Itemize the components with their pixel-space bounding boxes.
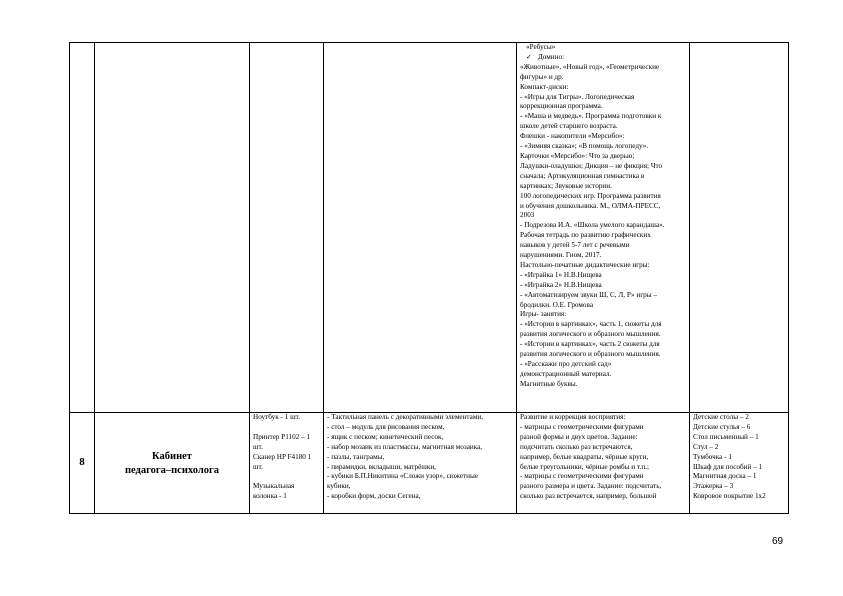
cell-materials [517, 413, 690, 514]
text-line: шт. [253, 462, 263, 471]
text-line: Компакт-диски: [520, 82, 569, 91]
text-line: - матрицы с геометрическими фигурами [520, 472, 644, 481]
text-line: Детские столы – 2 [693, 413, 749, 421]
cell-aids [324, 43, 517, 413]
text-line [253, 472, 320, 482]
text-line: - «Истории в картинках», часть 2 сюжеты для [520, 340, 660, 349]
text-line: развития логического и образного мышления. [520, 330, 661, 339]
text-line: сначала; Артикуляционная гимнастика в [520, 171, 645, 180]
text-line: - матрицы с геометрическими фигурами [520, 422, 644, 431]
text-line: Рабочая тетрадь по развитию графических [520, 231, 651, 240]
text-line: бродилки. О.Е. Громова [520, 300, 594, 309]
text-line: Карточки «Мерсибо»: Что за дверью; [520, 151, 635, 160]
text-line: Принтер P1102 – 1 [253, 432, 311, 441]
text-line: нарушениями. Гном, 2017. [520, 251, 602, 260]
text-line: картинках; Звуковые истории. [520, 181, 612, 190]
text-line: развития логического и образного мышления. [520, 350, 661, 359]
cell-furniture [690, 43, 789, 413]
text-line: - коробки форм, доски Сегена, [327, 492, 421, 501]
text-line: - «Истории в картинках», часть 1, сюжеты для [520, 320, 662, 329]
text-line: - Подрезова И.А. «Школа умелого карандаша». [520, 221, 665, 230]
text-line: - Тактильная панель с декоративными элементами, [327, 413, 484, 421]
text-line: фигуры» и др. [520, 72, 564, 81]
text-line: Тумбочка - 1 [693, 452, 732, 461]
cell-materials [517, 43, 690, 413]
text-line: 2003 [520, 211, 535, 220]
text-line: Ладушки-оладушки; Дикция – не фикция; Что [520, 161, 663, 170]
text-line: коррекционная программа. [520, 102, 603, 111]
text-line: например, белые квадраты, чёрные круги, [520, 452, 649, 461]
text-line: Музыкальная [253, 482, 295, 491]
text-line: «Ребусы» [526, 43, 556, 51]
text-line: подсчитать сколько раз встречаются, [520, 442, 633, 451]
room-name [95, 413, 250, 514]
text-line: разного размера и цвета. Задание: подсчитать, [520, 482, 662, 491]
table-row [70, 43, 789, 413]
text-line: - пирамидки, вкладыши, матрёшки, [327, 462, 436, 471]
cell-furniture [690, 413, 789, 514]
text-line: - «Маша и медведь». Программа подготовки к [520, 112, 662, 121]
text-line: демонстрационный материал. [520, 369, 612, 378]
text-line: - «Играйка 1» Н.В.Нищева [520, 270, 602, 279]
text-line: шт. [253, 442, 263, 451]
text-line: школе детей старшего возраста. [520, 122, 618, 131]
text-line: - «Играйка 2» Н.В.Нищева [520, 280, 602, 289]
text-line: - набор мозаик из пластмассы, магнитная мозаика, [327, 442, 483, 451]
cell-equipment [250, 413, 324, 514]
text-line: Игры- занятия: [520, 310, 567, 319]
text-line: Этажерка – 3 [693, 482, 734, 491]
text-line: - «Игры для Тигры». Логопедическая [520, 92, 635, 101]
text-line: Ковровое покрытие 1х2 [693, 492, 766, 501]
cell-number [70, 43, 95, 413]
text-line: Сканер HP F4180 1 [253, 452, 312, 461]
text-line: кубики, [327, 482, 351, 491]
room-name-line: Кабинет [152, 450, 192, 462]
text-line: навыков у детей 5-7 лет с речевыми [520, 241, 630, 250]
text-line: белые треугольники, чёрные ромбы и т.п.; [520, 462, 649, 471]
text-line: - «Автоматизируем звуки Ш, С, Л, Р» игры – [520, 290, 657, 299]
text-line: Магнитные буквы. [520, 379, 578, 388]
room-name-line: педагога–психолога [124, 465, 220, 476]
cell-room [95, 43, 250, 413]
text-line: 100 логопедических игр. Программа развития [520, 191, 661, 200]
text-line: Настольно-печатные дидактические игры: [520, 260, 650, 269]
text-line: - «Расскажи про детский сад» [520, 360, 612, 368]
text-line [253, 423, 320, 433]
text-line: разной формы и двух цветов. Задание: [520, 432, 638, 441]
text-line: «Животные», «Новый год», «Геометрические [520, 62, 660, 71]
equipment-table [69, 42, 789, 514]
text-line: - кубики Б.П.Никитина «Сложи узор», сюжетные [327, 472, 479, 481]
text-line: ✓ Домино: [520, 53, 686, 63]
text-line: и обучения дошкольника. М., ОЛМА-ПРЕСС, [520, 201, 661, 210]
text-line: колонка - 1 [253, 492, 287, 501]
text-line: Магнитная доска – 1 [693, 472, 757, 481]
page-number: 69 [772, 536, 784, 547]
text-line: Ноутбук - 1 шт. [253, 413, 301, 421]
text-line: Флешки - накопители «Мерсибо»: [520, 132, 625, 141]
cell-aids [324, 413, 517, 514]
cell-equipment [250, 43, 324, 413]
text-line: Детские стулья – 6 [693, 422, 751, 431]
row-number: 8 [70, 413, 95, 514]
text-line: Стул – 2 [693, 442, 719, 451]
table-row [70, 413, 789, 514]
text-line: сколько раз встречается, например, большой [520, 492, 657, 501]
text-line: Развитие и коррекция восприятия: [520, 413, 626, 421]
text-line: - стол – модуль для рисования песком, [327, 422, 445, 431]
text-line: - ящик с песком; кинетический песок, [327, 432, 444, 441]
text-line: - «Зимняя сказка»; «В помощь логопеду». [520, 142, 649, 151]
text-line: Стол письменный – 1 [693, 432, 759, 441]
text-line: - пазлы, танграмы, [327, 452, 385, 461]
text-line: Шкаф для пособий – 1 [693, 462, 763, 471]
